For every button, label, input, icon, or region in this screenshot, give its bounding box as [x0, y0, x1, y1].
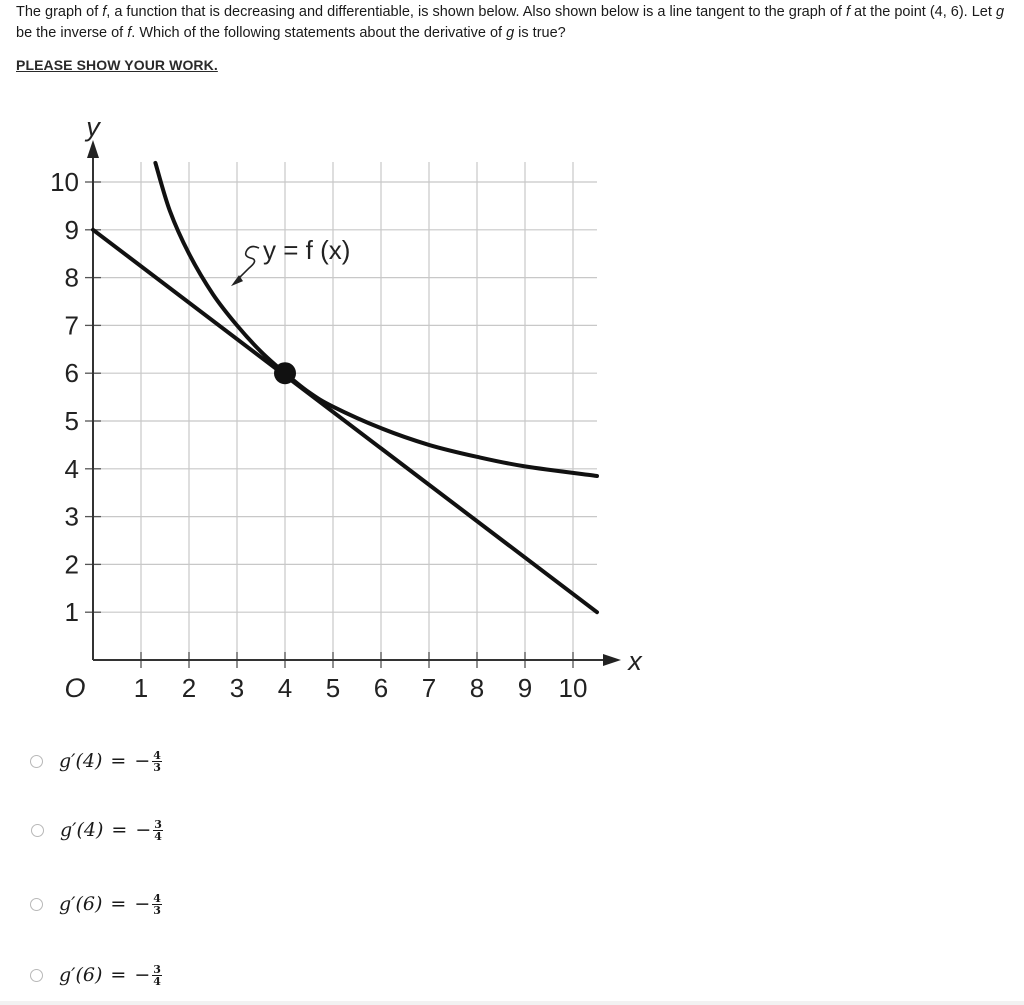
function-graph [0, 100, 660, 700]
radio-button[interactable] [30, 969, 43, 982]
curve-label: y = f (x) [263, 235, 351, 266]
y-tick-label: 8 [64, 262, 79, 293]
x-tick-label: 5 [325, 673, 341, 700]
radio-button[interactable] [30, 898, 43, 911]
question-text: The graph of f, a function that is decreasing and differentiable, is shown below. Also shown below is a line tangent to the graph of f at the point (4, 6). Let g be the inverse of f. Which of the following statements about the derivative of g is true? [16, 4, 1005, 41]
y-tick-label: 2 [64, 549, 79, 580]
origin-label: O [64, 673, 86, 700]
option-expression: g′(4) = − $\frac{3}{4}$ [60, 817, 162, 843]
answer-option-1[interactable] [30, 741, 430, 781]
x-tick-label: 10 [558, 673, 588, 700]
x-tick-label: 3 [229, 673, 245, 700]
x-tick-label: 6 [373, 673, 389, 700]
answer-option-2[interactable] [31, 810, 431, 850]
x-tick-label: 8 [469, 673, 485, 700]
curve-f [155, 163, 597, 476]
y-tick-label: 9 [64, 214, 79, 245]
option-expression: g′(4) = − $\frac{4}{3}$ [59, 748, 161, 774]
x-tick-label: 4 [277, 673, 293, 700]
y-tick-label: 5 [64, 406, 79, 436]
option-expression: g′(6) = − $\frac{3}{4}$ [59, 962, 161, 988]
x-tick-label: 2 [181, 673, 197, 700]
bottom-border [0, 1001, 1024, 1005]
tangent-point [274, 362, 296, 384]
radio-button[interactable] [31, 824, 44, 837]
y-tick-label: 7 [64, 310, 79, 341]
axes [84, 112, 643, 676]
y-tick-label: 6 [64, 358, 79, 389]
x-tick-label: 9 [517, 673, 533, 700]
x-tick-label: 7 [421, 673, 437, 700]
y-tick-label: 1 [64, 597, 79, 628]
show-work-instruction: PLEASE SHOW YOUR WORK. [16, 57, 218, 73]
x-axis-arrow [603, 654, 621, 666]
y-tick-label: 10 [50, 167, 79, 197]
y-tick-label: 3 [64, 501, 79, 532]
option-expression: g′(6) = − $\frac{4}{3}$ [59, 891, 161, 917]
answer-option-4[interactable] [30, 955, 430, 995]
x-axis-label: x [628, 646, 642, 676]
radio-button[interactable] [30, 755, 43, 768]
x-tick-label: 1 [133, 673, 149, 700]
y-axis-arrow [87, 140, 99, 158]
y-tick-label: 4 [64, 453, 79, 484]
y-axis-label: y [86, 112, 100, 143]
answer-option-3[interactable] [30, 884, 430, 924]
